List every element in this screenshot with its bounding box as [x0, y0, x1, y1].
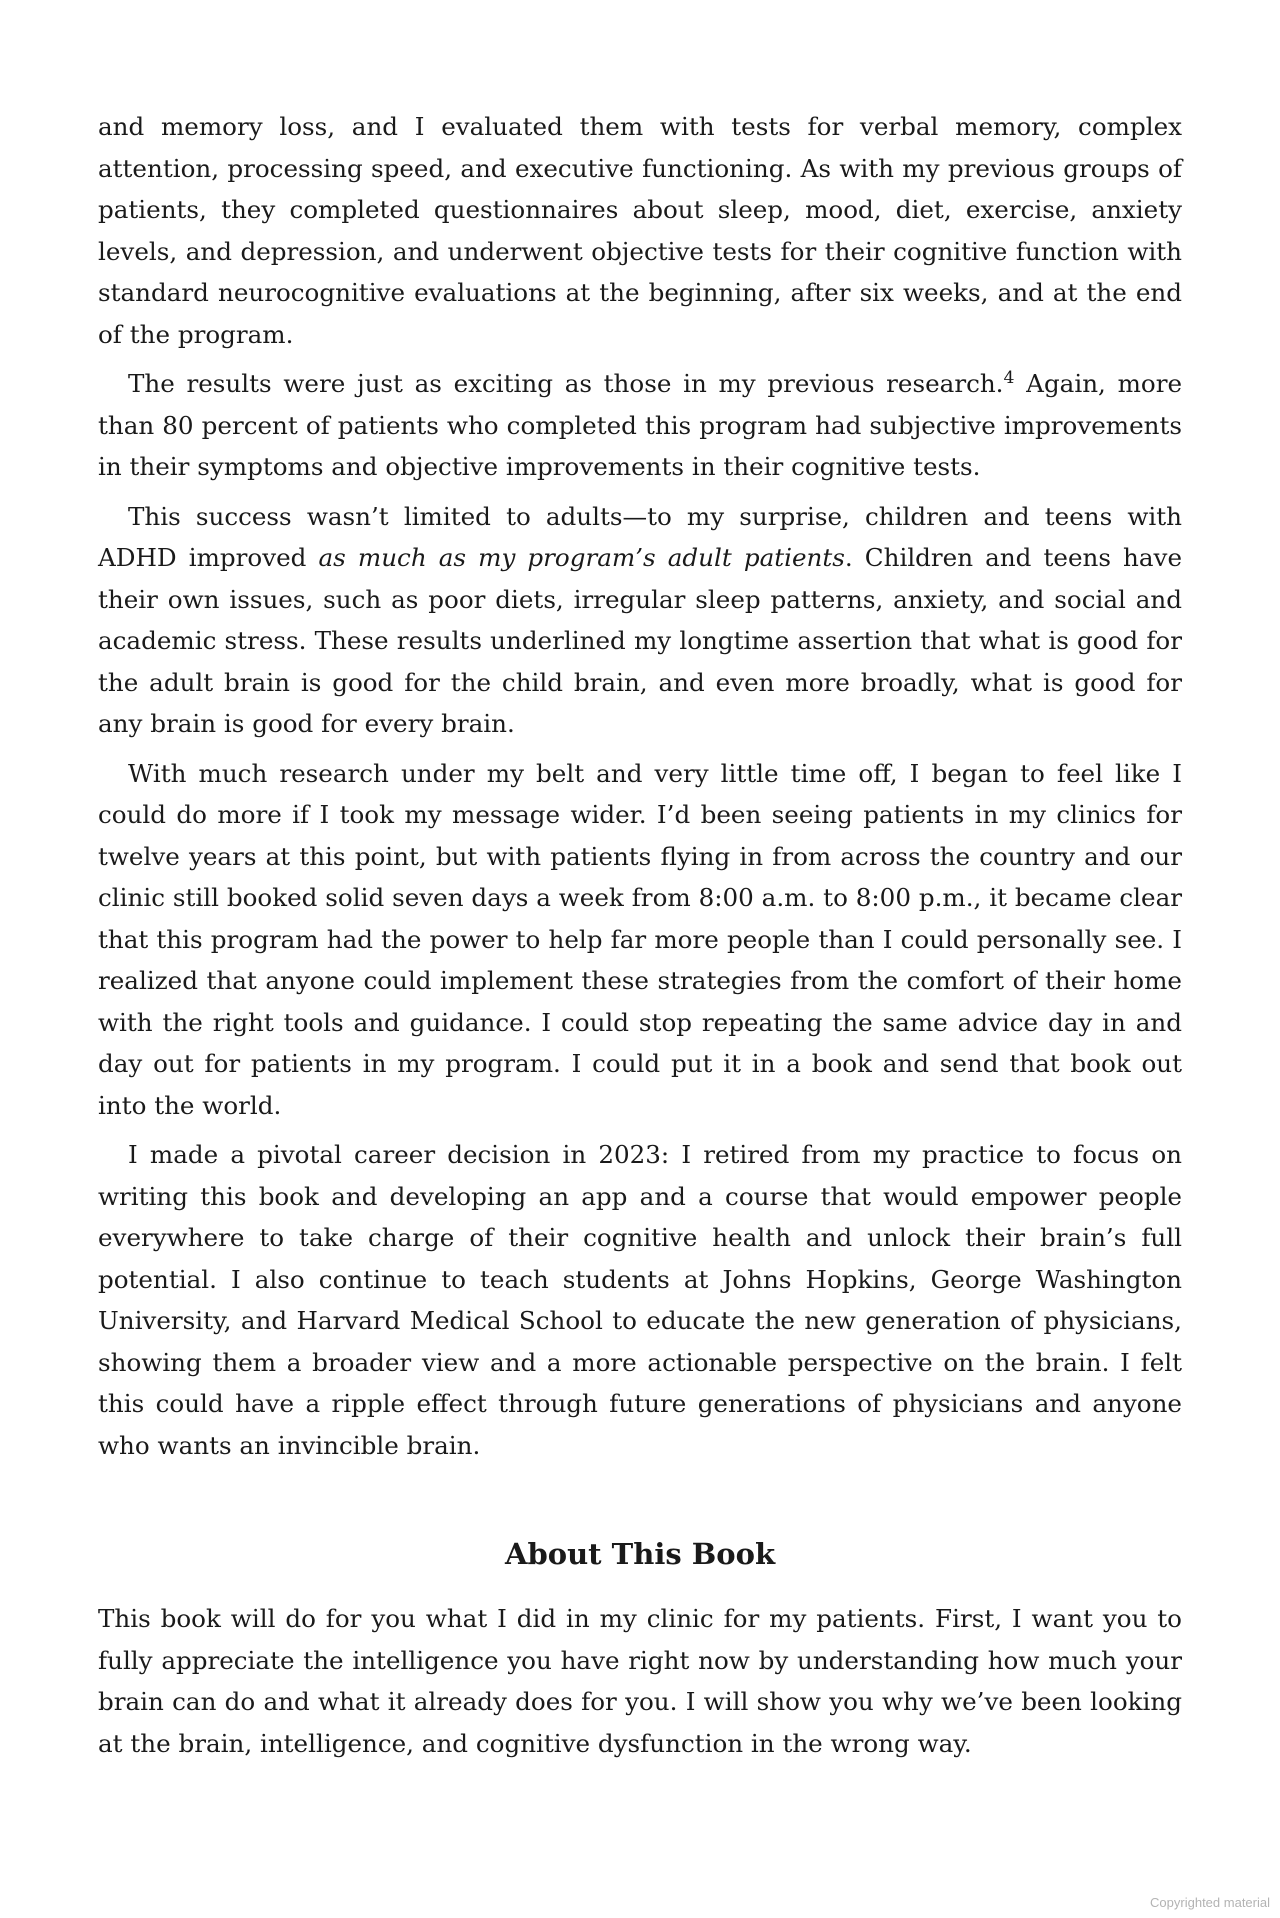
paragraph-2-text-start: The results were just as exciting as those in my previous research.: [128, 369, 1004, 398]
copyright-watermark: Copyrighted material: [1150, 1895, 1270, 1910]
paragraph-3-text-start: This success wasn’t limited to adults—to my surprise, children and teens with ADHD improved: [98, 501, 1182, 572]
italic-emphasis: as much as my program’s adult patients: [318, 543, 845, 572]
body-paragraph-3: [98, 496, 1182, 745]
body-paragraph-2: [98, 363, 1182, 488]
section-paragraph: This book will do for you what I did in my clinic for my patients. First, I want you to fully appreciate the intelligence you have right now by understanding how much your brain can do and what it already does for you. I will show you why we’ve been looking at the brain, intelligence, and cognitive dysfunction in the wrong way.: [98, 1604, 1182, 1758]
body-paragraph-4: With much research under my belt and very little time off, I began to feel like I could do more if I took my message wider. I’d been seeing patients in my clinics for twelve years at this point, but with patients flying in from across the country and our clinic still booked solid seven days a week from 8:00 a.m. to 8:00 p.m., it became clear that this program had the power to help far more people than I could personally see. I realized that anyone could implement these strategies from the comfort of their home with the right tools and guidance. I could stop repeating the same advice day in and day out for patients in my program. I could put it in a book and send that book out into the world.: [98, 758, 1182, 1120]
paragraph-3-text-end: . Children and teens have their own issues, such as poor diets, irregular sleep patterns, anxiety, and social and academic stress. These results underlined my longtime assertion that what is good for the adult brain is good for the child brain, and even more broadly, what is good for any brain is good for every brain.: [98, 543, 1182, 738]
footnote-reference[interactable]: 4: [1003, 367, 1015, 388]
paragraph-2-text-end: Again, more than 80 percent of patients who completed this program had subjective improvements in their symptoms and objective improvements in their cognitive tests.: [98, 369, 1183, 481]
section-heading: About This Book: [504, 1537, 776, 1571]
page-body: [98, 106, 1182, 1772]
body-paragraph-5: I made a pivotal career decision in 2023: I retired from my practice to focus on writing this book and developing an app and a course that would empower people everywhere to take charge of their cognitive health and unlock their brain’s full potential. I also continue to teach students at Johns Hopkins, George Washington University, and Harvard Medical School to educate the new generation of physicians, showing them a broader view and a more actionable perspective on the brain. I felt this could have a ripple effect through future generations of physicians and anyone who wants an invincible brain.: [98, 1140, 1182, 1460]
body-paragraph-1: and memory loss, and I evaluated them with tests for verbal memory, complex attention, processing speed, and executive functioning. As with my previous groups of patients, they completed questionnaires about sleep, mood, diet, exercise, anxiety levels, and depression, and underwent objective tests for their cognitive function with standard neurocognitive evaluations at the beginning, after six weeks, and at the end of the program.: [98, 112, 1182, 349]
